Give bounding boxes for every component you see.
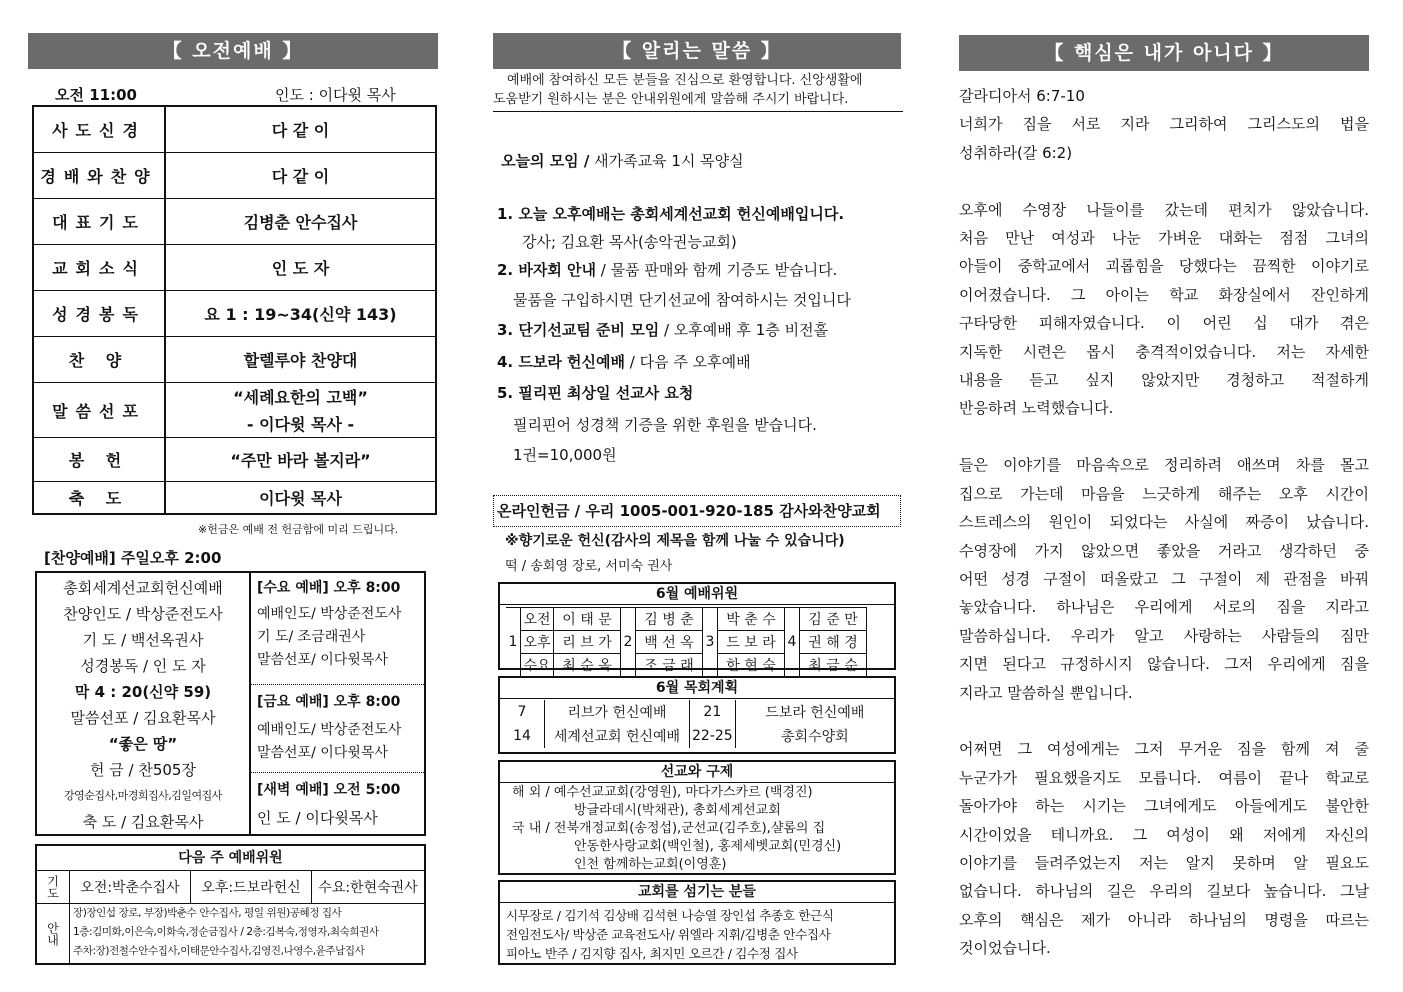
- order-label: 경배와찬양: [34, 153, 166, 198]
- servant-name: 최 금 순: [800, 654, 867, 677]
- sermon-line: 들은 이야기를 마음속으로 정리하려 애쓰며 차를 몰고: [959, 456, 1369, 475]
- morning-leader: 인도 : 이다윗 목사: [275, 86, 396, 104]
- group-no: 1: [506, 608, 521, 677]
- friday-title: [금요 예배] 오후 8:00: [257, 694, 401, 710]
- notice-item-sub: 물품을 구입하시면 단기선교에 참여하시는 것입니다: [513, 291, 851, 309]
- sermon-banner: 【 핵심은 내가 아니다 】: [959, 35, 1369, 71]
- order-row: [34, 383, 435, 438]
- sermon-line: [959, 707, 1369, 735]
- order-value: 인 도 자: [271, 259, 330, 278]
- plan-day: 14: [500, 724, 545, 748]
- order-value: 이다윗 목사: [259, 489, 342, 508]
- plan-day: 22-25: [690, 724, 736, 748]
- notice-intro: [493, 71, 903, 112]
- sermon-line: 누군가가 필요했을지도 모릅니다. 여름이 끝나 학교로: [959, 768, 1369, 787]
- servers-lines: [500, 903, 894, 963]
- guide-lines: [70, 904, 424, 963]
- plan-day: 21: [690, 700, 736, 724]
- gathering-label: 오늘의 모임 /: [501, 152, 590, 170]
- friday-line: 말씀선포/ 이다윗목사: [257, 745, 388, 761]
- sermon-preacher: - 이다윗 목사 -: [246, 415, 355, 434]
- servant-name: 김 병 춘: [636, 608, 703, 631]
- order-row: [34, 337, 435, 383]
- table-row: [506, 631, 867, 654]
- sermon-line: [959, 167, 1369, 195]
- notice-item-sub: 강사; 김요환 목사(송악권능교회): [522, 233, 737, 251]
- sermon-line: [959, 423, 1369, 451]
- guide-row: [37, 904, 424, 963]
- morning-banner: 【 오전예배 】: [28, 33, 438, 69]
- intro-line: 예배에 참여하신 모든 분들을 진심으로 환영합니다. 신앙생활에: [507, 73, 863, 88]
- order-value: 다 같 이: [271, 167, 330, 186]
- sermon-line: 스트레스의 원인이 되었다는 사실에 짜증이 났습니다.: [959, 513, 1369, 532]
- notice-item-title: 2. 바자회 안내: [497, 261, 597, 279]
- table-row: [500, 724, 894, 748]
- june-servants-box: [498, 582, 896, 674]
- intro-line: 도움받기 원하시는 분은 안내위원에게 말씀해 주시기 바랍니다.: [493, 92, 849, 107]
- servant-name: 김 준 만: [800, 608, 867, 631]
- guide-line: 장)장인섭 장로, 부장)박춘수 안수집사, 평일 위원)공혜정 집사: [73, 907, 342, 919]
- dawn-title: [새벽 예배] 오전 5:00: [257, 782, 401, 798]
- servant-name: 조 금 래: [636, 654, 703, 677]
- sermon-line: 반응하려 노력했습니다.: [959, 399, 1114, 418]
- order-label: 사도신경: [34, 107, 166, 152]
- order-row: [34, 482, 435, 513]
- friday-service: [251, 685, 424, 773]
- servant-name: 이 태 문: [554, 608, 621, 631]
- sermon-line: 수영장에 가지 않았으면 좋았을 거라고 생각하던 중: [959, 541, 1369, 560]
- sermon-line: 없습니다. 하나님의 길은 우리의 길보다 높습니다. 그날: [959, 882, 1369, 901]
- next-week-title: 다음 주 예배위원: [37, 846, 424, 871]
- sermon-line: 갈라디아서 6:7-10: [959, 87, 1085, 105]
- june-plan-box: [498, 676, 896, 754]
- notice-item-text: / 오후예배 후 1층 비전홀: [659, 321, 829, 339]
- mission-line: 방글라데시(박채관), 총회세계선교회: [574, 803, 781, 818]
- praise-heading: [찬양예배] 주일오후 2:00: [44, 549, 222, 567]
- gathering-text: 새가족교육 1시 목양실: [589, 152, 744, 170]
- sermon-line: 어쩌면 그 여성에게는 그저 무거운 짐을 함께 져 줄: [959, 740, 1369, 759]
- dawn-service: [251, 773, 424, 834]
- praise-line: “좋은 땅”: [108, 735, 178, 753]
- notice-item-text: / 물품 판매와 함께 기증도 받습니다.: [596, 261, 838, 279]
- group-no: 4: [785, 608, 800, 677]
- servant-name: 백 선 옥: [636, 631, 703, 654]
- service-label: 오후: [521, 631, 554, 654]
- order-label: 축 도: [34, 482, 166, 513]
- notice-item-title: 1. 오늘 오후예배는 총회세계선교회 헌신예배입니다.: [497, 205, 845, 223]
- sermon-line: 이어졌습니다. 그 아이는 학교 화장실에서 잔인하게: [959, 285, 1369, 304]
- plan-event: 리브가 헌신예배: [545, 700, 690, 724]
- order-label: 대표기도: [34, 199, 166, 244]
- order-value: 할렐루야 찬양대: [243, 351, 358, 370]
- servant-name: 드 보 라: [718, 631, 785, 654]
- friday-line: 예배인도/ 박상준전도사: [257, 722, 402, 738]
- mission-lines: [500, 783, 894, 874]
- sermon-line: 놓았습니다. 하나님은 우리에게 서로의 짐을 지라고: [959, 598, 1369, 617]
- sermon-line: 오후에 수영장 나들이를 갔는데 편치가 않았습니다.: [959, 200, 1369, 219]
- sermon-line: 아들이 중학교에서 괴롭힘을 당했다는 끔찍한 이야기로: [959, 257, 1369, 276]
- order-row: [34, 245, 435, 291]
- today-gathering: [501, 150, 744, 171]
- praise-line: 성경봉독 / 인 도 자: [80, 657, 206, 675]
- online-offering: 온라인헌금 / 우리 1005-001-920-185 감사와찬양교회: [493, 495, 901, 527]
- sermon-line: 처음 만난 여성과 나눈 가벼운 대화는 점점 그녀의: [959, 229, 1369, 248]
- order-value: “주만 바라 볼지라”: [230, 451, 371, 470]
- morning-time: 오전 11:00: [55, 86, 137, 104]
- devotion-line: 떡 / 송회영 장로, 서미숙 권사: [505, 559, 673, 574]
- servers-line: 전임전도사/ 박상준 교육전도사/ 위엘라 지휘/김병춘 안수집사: [506, 927, 831, 942]
- sermon-line: 말씀하십니다. 우리가 알고 사랑하는 사람들의 짐만: [959, 626, 1369, 645]
- offering-note: ※헌금은 예배 전 헌금함에 미리 드립니다.: [198, 523, 399, 536]
- sermon-line: 성취하라(갈 6:2): [959, 143, 1073, 162]
- praise-line: 기 도 / 백선옥권사: [82, 631, 204, 649]
- wednesday-title: [수요 예배] 오후 8:00: [257, 580, 401, 596]
- plan-event: 세계선교회 헌신예배: [545, 724, 690, 748]
- order-row: [34, 153, 435, 199]
- praise-box: [35, 571, 426, 836]
- praise-line: 말씀선포 / 김요환목사: [70, 709, 216, 727]
- praise-line: 총회세계선교회헌신예배: [63, 579, 223, 597]
- sermon-title: “세례요한의 고백”: [233, 388, 368, 407]
- order-label: 찬 양: [34, 337, 166, 382]
- wednesday-line: 예배인도/ 박상준전도사: [257, 606, 402, 622]
- servant-name: 리 브 가: [554, 631, 621, 654]
- order-label: 봉 헌: [34, 438, 166, 481]
- sermon-line: 지라고 말씀하실 뿐입니다.: [959, 683, 1133, 702]
- prayer-morning: 오전:박춘수집사: [70, 871, 191, 903]
- group-no: 3: [703, 608, 718, 677]
- sermon-line: 내용을 듣고 싶지 않았지만 경청하고 적절하게: [959, 371, 1369, 390]
- notice-item: [497, 313, 851, 348]
- sermon-line: 구타당한 피해자였습니다. 이 어린 십 대가 겪은: [959, 314, 1369, 333]
- order-value: 김병춘 안수집사: [243, 213, 358, 232]
- sermon-line: 돌아가야 하는 시기는 그녀에게도 아들에게도 불안한: [959, 797, 1369, 816]
- service-label: 수요: [521, 654, 554, 677]
- sermon-line: 집으로 가는데 마음을 느긋하게 해주는 오후 시간이: [959, 484, 1369, 503]
- notice-item: [497, 199, 851, 230]
- mission-title: 선교와 구제: [500, 762, 894, 783]
- prayer-wednesday: 수요:한현숙권사: [318, 880, 418, 896]
- order-label: 말씀선포: [34, 383, 166, 437]
- morning-order-table: [32, 105, 437, 515]
- guide-line: 1층:김미화,이은숙,이화숙,정순금집사 / 2층:김복숙,정영자,최숙희권사: [73, 926, 379, 938]
- sermon-line: 것이었습니다.: [959, 939, 1051, 958]
- sermon-line: 너희가 짐을 서로 지라 그리하여 그리스도의 법을: [959, 115, 1369, 134]
- servers-box: [498, 880, 896, 965]
- plan-event: 총회수양회: [781, 729, 849, 745]
- plan-day: 7: [500, 700, 545, 724]
- order-row: [34, 199, 435, 245]
- order-row: [34, 291, 435, 337]
- prayer-label: 기도: [37, 871, 70, 903]
- notice-item-sub: 필리핀어 성경책 기증을 위한 후원을 받습니다.: [513, 416, 817, 434]
- service-label: 오전: [521, 608, 554, 631]
- notice-item-text: / 다음 주 오후예배: [625, 353, 751, 371]
- next-week-servants: [35, 844, 426, 965]
- sermon-line: 시간이었을 테니까요. 그 여성이 왜 저에게 자신의: [959, 825, 1369, 844]
- servers-title: 교회를 섬기는 분들: [500, 882, 894, 903]
- praise-line: 막 4 : 20(신약 59): [74, 683, 212, 701]
- sermon-line: 이야기를 들려주었는지 저는 알지 못하며 알 필요도: [959, 853, 1369, 872]
- wednesday-line: 말씀선포/ 이다윗목사: [257, 652, 388, 668]
- mission-line: 인천 함께하는교회(이영훈): [574, 857, 727, 872]
- sermon-line: 어떤 성경 구절이 떠올랐고 그 구절이 제 관점을 바꿔: [959, 569, 1369, 588]
- prayer-row: [37, 871, 424, 904]
- sermon-line: 오후의 핵심은 제가 아니라 하나님의 명령을 따르는: [959, 910, 1369, 929]
- servant-name: 한 현 숙: [718, 654, 785, 677]
- order-row: [34, 107, 435, 153]
- notice-banner: 【 알리는 말씀 】: [493, 33, 901, 69]
- notice-item: [497, 377, 851, 410]
- prayer-afternoon: 오후:드보라헌신: [191, 871, 312, 903]
- mission-line: 안동한사랑교회(백인철), 홍제세벳교회(민경신): [574, 839, 842, 854]
- notice-item: [497, 348, 851, 377]
- dawn-line: 인 도 / 이다윗목사: [257, 809, 378, 827]
- notice-items: [497, 199, 851, 469]
- order-value: 요 1 : 19~34(신약 143): [204, 305, 397, 324]
- servers-line: 시무장로 / 김기석 김상배 김석현 나승열 장인섭 추종호 한근식: [506, 908, 834, 923]
- june-servants-title: 6월 예배위원: [500, 584, 894, 605]
- servant-name: 권 해 경: [800, 631, 867, 654]
- praise-line: 축 도 / 김요환목사: [82, 813, 204, 831]
- june-servants-table: [506, 607, 867, 677]
- order-label: 성경봉독: [34, 291, 166, 336]
- sermon-body: [959, 82, 1369, 963]
- guide-label: 안내: [37, 904, 70, 963]
- order-label: 교회소식: [34, 245, 166, 290]
- servant-name: 박 춘 수: [718, 608, 785, 631]
- praise-line: 헌 금 / 찬505장: [90, 761, 196, 779]
- praise-line: 찬양인도 / 박상준전도사: [63, 605, 223, 623]
- order-value: [166, 383, 435, 437]
- mission-line: 해 외 / 예수선교교회(강영원), 마다가스카르 (백경진): [512, 785, 813, 800]
- june-plan-table: [500, 700, 894, 748]
- plan-event: 드보라 헌신예배: [765, 705, 865, 721]
- group-no: 2: [621, 608, 636, 677]
- praise-line: 강영순집사,마경희집사,김일여집사: [64, 789, 222, 802]
- table-row: [500, 700, 894, 724]
- table-row: [506, 654, 867, 677]
- sermon-line: 지독한 시련은 몹시 충격적이었습니다. 저는 자세한: [959, 342, 1369, 361]
- wednesday-service: [251, 573, 424, 685]
- order-row: [34, 438, 435, 482]
- devotion-title: ※향기로운 헌신(감사의 제목을 함께 나눌 수 있습니다): [505, 533, 845, 549]
- mission-box: [498, 760, 896, 875]
- guide-line: 주차:장)전철수안수집사,이태문안수집사,김영진,나영수,윤주남집사: [73, 945, 365, 957]
- table-row: [506, 608, 867, 631]
- sermon-line: 지면 된다고 규정하시지 않습니다. 그저 우리에게 짐을: [959, 655, 1369, 674]
- servers-line: 피아노 반주 / 김지향 집사, 최지민 오르간 / 김수정 집사: [506, 946, 798, 961]
- order-value: 다 같 이: [271, 121, 330, 140]
- notice-item-sub: 1권=10,000원: [513, 446, 617, 464]
- praise-order: [37, 573, 251, 836]
- notice-item-title: 3. 단기선교팀 준비 모임: [497, 321, 660, 339]
- servant-name: 최 순 옥: [554, 654, 621, 677]
- wednesday-line: 기 도/ 조금래권사: [257, 629, 366, 645]
- notice-item-title: 4. 드보라 헌신예배: [497, 353, 626, 371]
- june-plan-title: 6월 목회계획: [500, 678, 894, 699]
- notice-item-title: 5. 필리핀 최상일 선교사 요청: [497, 384, 694, 402]
- mission-line: 국 내 / 전북개정교회(송정섭),군선교(김주호),샬롬의 집: [512, 821, 826, 836]
- notice-item: [497, 254, 851, 287]
